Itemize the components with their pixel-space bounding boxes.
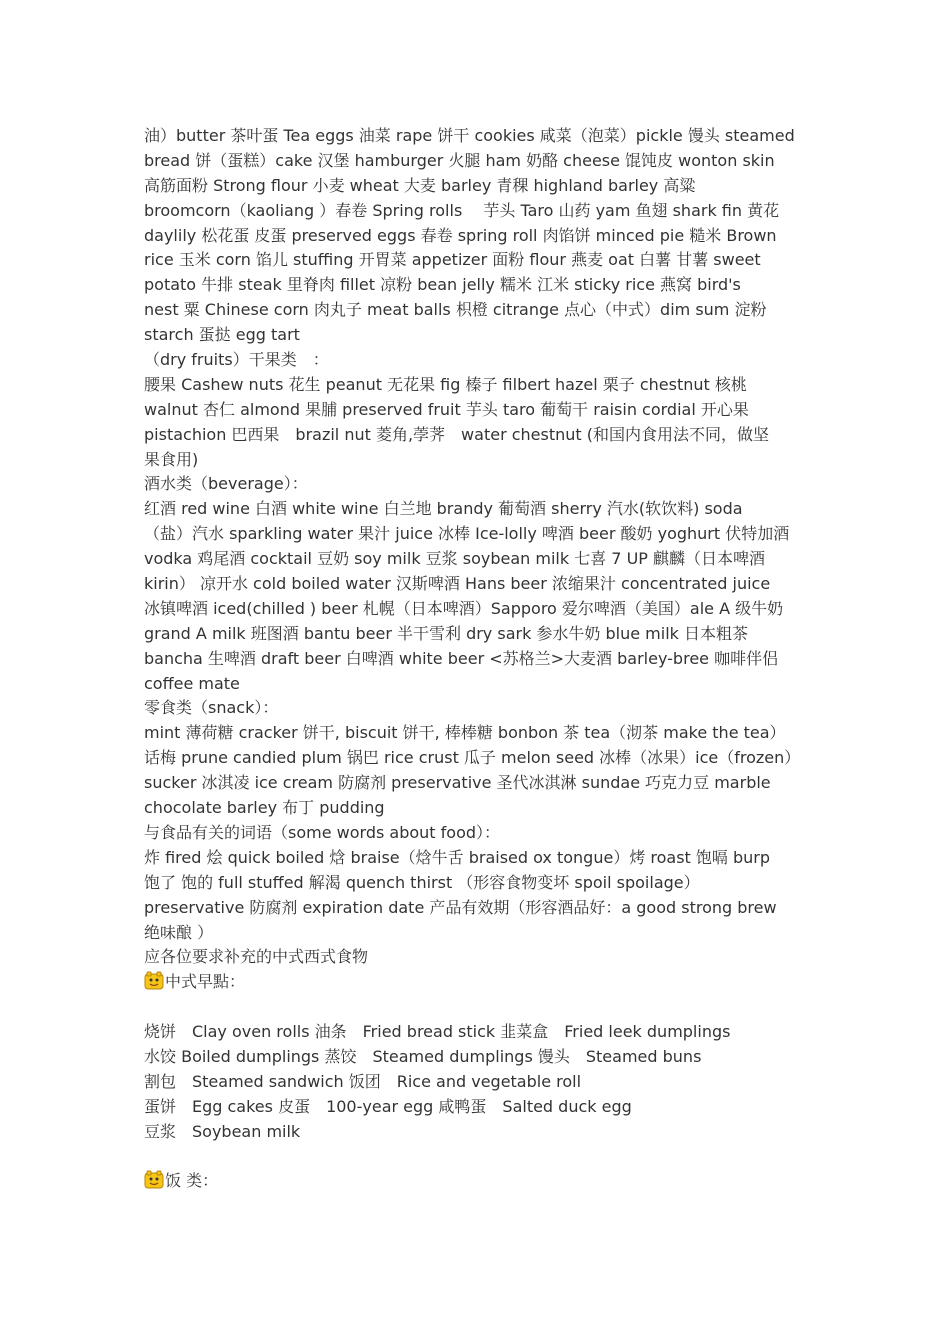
text-line: 油）butter 茶叶蛋 Tea eggs 油菜 rape 饼干 cookies 咸菜（泡菜）pickle 馒头 steamed — [144, 126, 795, 145]
breakfast-item-line: 割包 Steamed sandwich 饭团 Rice and vegetable roll — [144, 1071, 582, 1091]
text-line: （dry fruits）干果类 ： — [144, 350, 329, 370]
text-line: 腰果 Cashew nuts 花生 peanut 无花果 fig 榛子 filbert hazel 栗子 chestnut 核桃 — [144, 374, 747, 394]
breakfast-item-line: 水饺 Boiled dumplings 蒸饺 Steamed dumplings 馒头 Steamed buns — [144, 1046, 702, 1066]
text-line: sucker 冰淇凌 ice cream 防腐剂 preservative 圣代冰淇淋 sundae 巧克力豆 marble — [144, 773, 771, 793]
breakfast-list — [144, 1020, 812, 1144]
text-line: bancha 生啤酒 draft beer 白啤酒 white beer <苏格兰>大麦酒 barley-bree 咖啡伴侣 — [144, 648, 779, 668]
text-line: 绝味酿 ） — [144, 922, 214, 942]
text-line: 与食品有关的词语（some words about food）： — [144, 822, 501, 842]
text-line: walnut 杏仁 almond 果脯 preserved fruit 芋头 taro 葡萄干 raisin cordial 开心果 — [144, 399, 749, 419]
text-line: 应各位要求补充的中式西式食物 — [144, 947, 369, 967]
text-line: preservative 防腐剂 expiration date 产品有效期（形容酒品好：a good strong brew — [144, 897, 777, 917]
text-line: mint 薄荷糖 cracker 饼干, biscuit 饼干, 棒棒糖 bonbon 茶 tea（沏茶 make the tea） — [144, 723, 786, 743]
text-line: nest 粟 Chinese corn 肉丸子 meat balls 枳橙 citrange 点心（中式）dim sum 淀粉 — [144, 300, 767, 320]
text-line: pistachion 巴西果 brazil nut 菱角,荸荠 water chestnut (和国内食用法不同，做坚 — [144, 424, 770, 444]
text-line: 话梅 prune candied plum 锅巴 rice crust 瓜子 melon seed 冰棒（冰果）ice（frozen） — [144, 748, 801, 768]
text-line: 饱了 饱的 full stuffed 解渴 quench thirst （形容食物变坏 spoil spoilage） — [144, 872, 700, 892]
text-line: bread 饼（蛋糕）cake 汉堡 hamburger 火腿 ham 奶酪 cheese 馄饨皮 wonton skin — [144, 150, 775, 170]
text-line: potato 牛排 steak 里脊肉 fillet 凉粉 bean jelly 糯米 江米 sticky rice 燕窝 bird's — [144, 275, 741, 295]
spacer — [144, 995, 812, 1020]
text-line: （盐）汽水 sparkling water 果汁 juice 冰棒 Ice-lolly 啤酒 beer 酸奶 yoghurt 伏特加酒 — [144, 524, 790, 544]
vocabulary-text — [144, 124, 812, 970]
breakfast-item-line: 烧饼 Clay oven rolls 油条 Fried bread stick 韭菜盒 Fried leek dumplings — [144, 1022, 731, 1042]
breakfast-item-line: 豆浆 Soybean milk — [144, 1121, 301, 1141]
text-line: coffee mate — [144, 673, 240, 693]
text-line: 炸 fired 烩 quick boiled 焓 braise（焓牛舌 braised ox tongue）烤 roast 饱嗝 burp — [144, 847, 771, 867]
text-line: rice 玉米 corn 馅儿 stuffing 开胃菜 appetizer 面粉 flour 燕麦 oat 白薯 甘薯 sweet — [144, 250, 761, 270]
text-line: 高筋面粉 Strong flour 小麦 wheat 大麦 barley 青稞 highland barley 高粱 — [144, 175, 696, 195]
text-line: grand A milk 班图酒 bantu beer 半干雪利 dry sark 参水牛奶 blue milk 日本粗茶 — [144, 623, 749, 643]
text-line: 冰镇啤酒 iced(chilled ) beer 札幌（日本啤酒）Sapporo 爱尔啤酒（美国）ale A 级牛奶 — [144, 598, 784, 618]
text-line: chocolate barley 布丁 pudding — [144, 798, 385, 818]
text-line: 果食用) — [144, 449, 199, 469]
smiley-emoticon-icon — [144, 971, 164, 991]
text-line: daylily 松花蛋 皮蛋 preserved eggs 春卷 spring roll 肉馅饼 minced pie 糙米 Brown — [144, 225, 777, 245]
rice-heading-line — [144, 1169, 812, 1194]
rice-heading: 饭 类： — [165, 1171, 219, 1191]
breakfast-heading-line — [144, 970, 812, 995]
text-line: broomcorn（kaoliang ）春卷 Spring rolls 芋头 Taro 山药 yam 鱼翅 shark fin 黄花 — [144, 200, 780, 220]
text-line: 零食类（snack）： — [144, 698, 279, 718]
text-line: starch 蛋挞 egg tart — [144, 325, 300, 345]
document-page — [144, 124, 812, 1194]
text-line: 酒水类（beverage）： — [144, 474, 308, 494]
breakfast-heading: 中式早點： — [165, 972, 246, 992]
smiley-emoticon-icon — [144, 1170, 164, 1190]
text-line: kirin） 凉开水 cold boiled water 汉斯啤酒 Hans beer 浓缩果汁 concentrated juice — [144, 574, 771, 594]
breakfast-item-line: 蛋饼 Egg cakes 皮蛋 100-year egg 咸鸭蛋 Salted duck egg — [144, 1096, 632, 1116]
text-line: vodka 鸡尾酒 cocktail 豆奶 soy milk 豆浆 soybean milk 七喜 7 UP 麒麟（日本啤酒 — [144, 549, 766, 569]
spacer — [144, 1145, 812, 1170]
text-line: 红酒 red wine 白酒 white wine 白兰地 brandy 葡萄酒 sherry 汽水(软饮料) soda — [144, 499, 743, 519]
